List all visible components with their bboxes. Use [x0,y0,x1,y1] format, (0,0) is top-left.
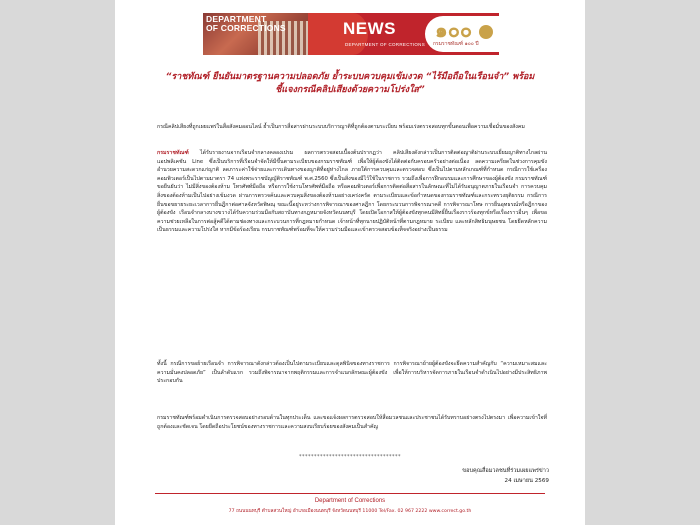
paragraph-lead: กรมราชทัณฑ์ [157,150,189,156]
paragraph-main [157,149,547,235]
footer-title: Department of Corrections [314,498,386,504]
signature-org: ขอบคุณสื่อมวลชนที่ร่วมเผยแพร่ข่าว [462,468,549,474]
seal-icon [479,25,493,39]
paragraph-transfer-text: ทั้งนี้ กรณีการขอย้ายเรือนจำ การพิจารณาดังกล่าวต้องเป็นไปตามระเบียบและดุลพินิจของทางราชการ การพิจารณาย้ายผู้ต้องขังจะยึดความสำคัญกับ “ความเหมาะสมและความมั่นคงปลอดภัย” เป็นลำดับแรก รวมถึงพิจารณาจากพฤติกรรมและการจำแนกลักษณะผู้ต้องขัง เพื่อให้การบริหารจัดการภายในเรือนจำดำเนินไปอย่างมีประสิทธิภาพประกอบกัน [157,361,547,385]
paragraph-main-text: ได้รับรายงานจากเรือนจำกลางคลองเปรม ผลการตรวจสอบเบื้องต้นปรากฏว่า คลิปเสียงดังกล่าวเป็นการติดต่อญาติผ่านระบบเยี่ยมญาติทางไกลผ่านแอปพลิเคชัน Line ซึ่งเป็นบริการที่เรือนจำจัดให้มีขึ้นตามระเบียบของกรมราชทัณฑ์ เพื่อให้ผู้ต้องขังได้ติดต่อกับครอบครัวอย่างต่อเนื่อง ลดความเครียดในช่วงการคุมขัง อำนวยความสะดวกแก่ญาติ ลดภาระค่าใช้จ่ายและการเดินทางของญาติที่อยู่ห่างไกล ภายใต้การควบคุมและตรวจสอบ ซึ่งเป็นไปตามหลักเกณฑ์ที่กำหนด กรณีการใช้เครื่องคอมพิวเตอร์เป็นไปตามมาตรา 74 แห่งพระราชบัญญัติราชทัณฑ์ พ.ศ.2560 ซึ่งเป็นสิ่งของมีไว้ใช้ในราชการ รวมถึงเพื่อการฝึกอบรมและการศึกษาของผู้ต้องขัง กรมราชทัณฑ์ขอยืนยันว่า ไม่มีสิ่งของต้องห้าม โทรศัพท์มือถือ หรือการใช้งานโทรศัพท์มือถือ หรือคอมพิวเตอร์เพื่อการติดต่อสื่อสารในลักษณะที่ไม่ได้รับอนุญาตภายในเรือนจำ การควบคุมสิ่งของต้องห้ามเป็นไปอย่างเข้มงวด ผ่านการตรวจค้นและควบคุมสิ่งของต้องห้ามอย่างเคร่งครัด ตามระเบียบและข้อกำหนดของกรมราชทัณฑ์และกระทรวงยุติธรรม กรณีการยื่นขอขยายระยะเวลาการยื่นฎีกาต่อศาลจังหวัดพิษณุ ขณะนี้อยู่ระหว่างการพิจารณาของศาลฎีกา โดยกระบวนการพิจารณาคดี การพิจารณาโทษ การยื่นอุทธรณ์หรือฎีกาของผู้ต้องขัง เรือนจำกลางบางขวางได้รับความร่วมมือกับสถาบันทางกฎหมายจังหวัดนนทบุรี โดยเปิดโอกาสให้ผู้ต้องขังทุกคนมีสิทธิ์ยื่นเรื่องราวร้องทุกข์หรือเรื่องราวอื่นๆ เพื่อขอความช่วยเหลือในการต่อสู้คดีได้ตามช่องทางและกระบวนการที่กฎหมายกำหนด เจ้าหน้าที่ทุกนายปฏิบัติหน้าที่ตามกฎหมาย ระเบียบ และหลักสิทธิมนุษยชน โดยยึดหลักความเป็นธรรมและความโปร่งใส หากมีข้อร้องเรียน กรมราชทัณฑ์พร้อมที่จะให้ความร่วมมือและเข้าตรวจสอบข้อเท็จจริงอย่างเป็นธรรม [157,150,548,234]
footer-address: 77 ถนนนนทบุรี ตำบลสวนใหญ่ อำเภอเมืองนนทบุรี จังหวัดนนทบุรี 11000 Tel/Fax. 02 967 2222 www.correct.go.th [228,509,472,514]
paragraph-intro [157,123,547,132]
footer-divider [155,493,545,494]
paragraph-transfer [157,360,547,386]
headline: “ราชทัณฑ์ ยืนยันมาตรฐานความปลอดภัย ย้ำระบบควบคุมเข้มงวด “ไร้มือถือในเรือนจำ” พร้อมชี้แจงกรณีคลิปเสียงด้วยความโปร่งใส” [165,72,535,95]
news-subtitle: DEPARTMENT OF CORRECTIONS [345,42,426,47]
news-title: NEWS [343,19,396,38]
logo-text: กรมราชทัณฑ์ ๑๐๐ ปี [433,41,479,47]
logo-mark: ๑๐๐ [435,18,473,42]
separator-stars: ********************************** [299,454,401,460]
department-label: DEPARTMENT OF CORRECTIONS [206,14,286,33]
news-banner [203,13,499,55]
press-release-page [115,0,585,525]
paragraph-intro-text: กรณีคลิปเสียงที่ถูกเผยแพร่ในสื่อสังคมออนไลน์ ย้ำเป็นการสื่อสารผ่านระบบบริการญาติที่ถูกต้องตามระเบียบ พร้อมเร่งตรวจสอบทุกขั้นตอนเพื่อความเชื่อมั่นของสังคม [157,124,525,130]
paragraph-closing-text: กรมราชทัณฑ์พร้อมดำเนินการตรวจสอบอย่างรอบด้านในทุกประเด็น และขอแจ้งผลการตรวจสอบให้สื่อมวลชนและประชาชนได้รับทราบอย่างตรงไปตรงมา เพื่อความเข้าใจที่ถูกต้องและชัดเจน โดยยึดถือประโยชน์ของทางราชการและความสงบเรียบร้อยของสังคมเป็นสำคัญ [157,415,547,430]
paragraph-closing [157,414,547,431]
signature-date: 24 เมษายน 2569 [504,478,549,484]
centennial-logo [425,16,499,52]
